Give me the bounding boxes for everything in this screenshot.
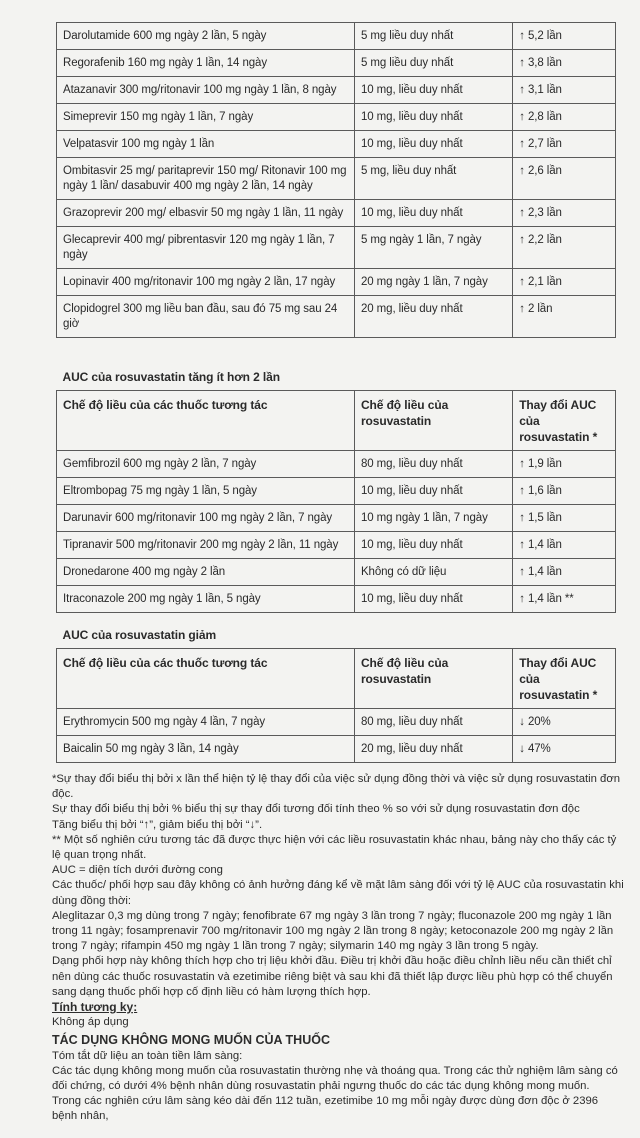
paragraph-adverse-mild: Các tác dụng không mong muốn của rosuvastatin thường nhẹ và thoáng qua. Trong các thử nghiệm lâm sàng có đối chứng, có dưới 4% bệnh nhân dùng rosuvastatin phải ngưng thuốc do các tác dụng không mong muốn. xyxy=(52,1064,618,1093)
interaction-table-top xyxy=(56,22,616,338)
drug-cell: Dronedarone 400 mg ngày 2 lần xyxy=(57,559,355,586)
table-row xyxy=(57,227,616,269)
drug-cell: Regorafenib 160 mg ngày 1 lần, 14 ngày xyxy=(57,50,355,77)
auc-change-cell: ↑ 1,9 lần xyxy=(513,451,616,478)
table-row xyxy=(57,50,616,77)
paragraph-clinical-studies: Trong các nghiên cứu lâm sàng kéo dài đến 112 tuần, ezetimibe 10 mg mỗi ngày được dùng đơn độc ở 2396 bệnh nhân, xyxy=(52,1095,599,1123)
section-title: AUC của rosuvastatin giảm xyxy=(57,622,616,649)
rosuvastatin-dose-cell: 5 mg ngày 1 lần, 7 ngày xyxy=(354,227,512,269)
auc-change-cell: ↑ 1,5 lần xyxy=(513,505,616,532)
auc-change-cell: ↑ 1,4 lần xyxy=(513,532,616,559)
footnote-fold-change: *Sự thay đổi biểu thị bởi x lần thể hiện tỷ lệ thay đổi của việc sử dụng đồng thời và việc sử dụng rosuvastatin đơn độc. xyxy=(52,773,621,801)
auc-change-cell: ↑ 2,2 lần xyxy=(513,227,616,269)
rosuvastatin-dose-cell: 10 mg, liều duy nhất xyxy=(354,586,512,613)
auc-change-cell: ↑ 2,8 lần xyxy=(513,104,616,131)
table-row xyxy=(57,532,616,559)
table-row xyxy=(57,505,616,532)
drug-cell: Clopidogrel 300 mg liều ban đầu, sau đó 75 mg sau 24 giờ xyxy=(57,296,355,338)
auc-change-cell: ↑ 2,7 lần xyxy=(513,131,616,158)
drug-cell: Eltrombopag 75 mg ngày 1 lần, 5 ngày xyxy=(57,478,355,505)
table-row xyxy=(57,158,616,200)
table-row xyxy=(57,77,616,104)
drug-cell: Itraconazole 200 mg ngày 1 lần, 5 ngày xyxy=(57,586,355,613)
table-row xyxy=(57,586,616,613)
table-row xyxy=(57,736,616,763)
heading-adverse-effects: TÁC DỤNG KHÔNG MONG MUỐN CỦA THUỐC xyxy=(52,1033,330,1048)
drug-cell: Glecaprevir 400 mg/ pibrentasvir 120 mg ngày 1 lần, 7 ngày xyxy=(57,227,355,269)
auc-change-cell: ↓ 47% xyxy=(513,736,616,763)
header-rosu: Chế độ liều của rosuvastatin xyxy=(354,391,512,451)
drug-cell: Lopinavir 400 mg/ritonavir 100 mg ngày 2 lần, 17 ngày xyxy=(57,269,355,296)
rosuvastatin-dose-cell: 10 mg, liều duy nhất xyxy=(354,104,512,131)
incompatibility-text: Không áp dụng xyxy=(52,1016,129,1029)
rosuvastatin-dose-cell: Không có dữ liệu xyxy=(354,559,512,586)
auc-change-cell: ↑ 3,8 lần xyxy=(513,50,616,77)
drug-cell: Atazanavir 300 mg/ritonavir 100 mg ngày 1 lần, 8 ngày xyxy=(57,77,355,104)
footnote-auc-definition: AUC = diện tích dưới đường cong xyxy=(52,864,223,877)
rosuvastatin-dose-cell: 10 mg, liều duy nhất xyxy=(354,131,512,158)
drug-cell: Simeprevir 150 mg ngày 1 lần, 7 ngày xyxy=(57,104,355,131)
section-title: AUC của rosuvastatin tăng ít hơn 2 lần xyxy=(57,364,616,391)
drug-cell: Velpatasvir 100 mg ngày 1 lần xyxy=(57,131,355,158)
table-row xyxy=(57,709,616,736)
table-row xyxy=(57,296,616,338)
rosuvastatin-dose-cell: 5 mg liều duy nhất xyxy=(354,50,512,77)
section-title-row xyxy=(57,622,616,649)
rosuvastatin-dose-cell: 5 mg, liều duy nhất xyxy=(354,158,512,200)
paragraph-combination: Dạng phối hợp này không thích hợp cho trị liệu khởi đầu. Điều trị khởi đầu hoặc điều chỉnh liều nếu cần thiết chỉ nên dùng các thuốc rosuvastatin và ezetimibe riêng biệt và sau khi đã thiết lập được liều phù hợp có thể chuyển sang dạng thuốc phối hợp cố định liều có hàm lượng thích hợp. xyxy=(52,955,613,998)
table-row xyxy=(57,104,616,131)
heading-incompatibility: Tính tương kỵ: xyxy=(52,1000,138,1015)
table-row xyxy=(57,559,616,586)
drug-cell: Ombitasvir 25 mg/ paritaprevir 150 mg/ Ritonavir 100 mg ngày 1 lần/ dasabuvir 400 mg ngày 2 lần, 14 ngày xyxy=(57,158,355,200)
rosuvastatin-dose-cell: 10 mg ngày 1 lần, 7 ngày xyxy=(354,505,512,532)
auc-change-cell: ↑ 5,2 lần xyxy=(513,23,616,50)
rosuvastatin-dose-cell: 10 mg, liều duy nhất xyxy=(354,200,512,227)
interaction-table-less-than-2x xyxy=(56,364,616,613)
header-drug: Chế độ liều của các thuốc tương tác xyxy=(57,391,355,451)
interaction-table-decrease xyxy=(56,622,616,763)
auc-change-cell: ↑ 1,4 lần ** xyxy=(513,586,616,613)
table-row xyxy=(57,451,616,478)
drug-cell: Gemfibrozil 600 mg ngày 2 lần, 7 ngày xyxy=(57,451,355,478)
paragraph-drug-list: Aleglitazar 0,3 mg dùng trong 7 ngày; fenofibrate 67 mg ngày 3 lần trong 7 ngày; fluconazole 200 mg ngày 1 lần trong 11 ngày; fosamprenavir 700 mg/ritonavir 100 mg ngày 2 lần trong 8 ngày; ketoconazole 200 mg ngày 2 lần trong 7 ngày; rifampin 450 mg ngày 1 lần trong 7 ngày; silymarin 140 mg ngày 3 lần trong 5 ngày. xyxy=(52,909,614,953)
drug-cell: Darunavir 600 mg/ritonavir 100 mg ngày 2 lần, 7 ngày xyxy=(57,505,355,532)
table-header-row xyxy=(57,391,616,451)
rosuvastatin-dose-cell: 80 mg, liều duy nhất xyxy=(354,709,512,736)
drug-cell: Darolutamide 600 mg ngày 2 lần, 5 ngày xyxy=(57,23,355,50)
footnote-arrows: Tăng biểu thị bởi “↑”, giảm biểu thị bởi “↓”. xyxy=(52,818,263,831)
header-auc: Thay đổi AUC của rosuvastatin * xyxy=(513,391,616,451)
rosuvastatin-dose-cell: 10 mg, liều duy nhất xyxy=(354,532,512,559)
auc-change-cell: ↑ 2 lần xyxy=(513,296,616,338)
drug-cell: Baicalin 50 mg ngày 3 lần, 14 ngày xyxy=(57,736,355,763)
header-auc: Thay đổi AUC của rosuvastatin * xyxy=(513,649,616,709)
auc-change-cell: ↓ 20% xyxy=(513,709,616,736)
rosuvastatin-dose-cell: 20 mg, liều duy nhất xyxy=(354,736,512,763)
drug-cell: Erythromycin 500 mg ngày 4 lần, 7 ngày xyxy=(57,709,355,736)
auc-change-cell: ↑ 2,6 lần xyxy=(513,158,616,200)
table-row xyxy=(57,200,616,227)
rosuvastatin-dose-cell: 20 mg, liều duy nhất xyxy=(354,296,512,338)
paragraph-no-effect: Các thuốc/ phối hợp sau đây không có ảnh hưởng đáng kể về mặt lâm sàng đối với tỷ lệ AUC của rosuvastatin khi dùng đồng thời: xyxy=(52,879,624,907)
auc-change-cell: ↑ 1,6 lần xyxy=(513,478,616,505)
notes-block xyxy=(52,772,624,1125)
drug-cell: Grazoprevir 200 mg/ elbasvir 50 mg ngày 1 lần, 11 ngày xyxy=(57,200,355,227)
table-row xyxy=(57,23,616,50)
footnote-percent-change: Sự thay đổi biểu thị bởi % biểu thị sự thay đổi tương đối tính theo % so với sử dụng rosuvastatin đơn độc xyxy=(52,803,580,816)
rosuvastatin-dose-cell: 10 mg, liều duy nhất xyxy=(354,77,512,104)
auc-change-cell: ↑ 1,4 lần xyxy=(513,559,616,586)
auc-change-cell: ↑ 2,1 lần xyxy=(513,269,616,296)
section-title-row xyxy=(57,364,616,391)
table-row xyxy=(57,131,616,158)
table-row xyxy=(57,478,616,505)
safety-summary-label: Tóm tắt dữ liệu an toàn tiền lâm sàng: xyxy=(52,1049,243,1062)
table-header-row xyxy=(57,649,616,709)
rosuvastatin-dose-cell: 80 mg, liều duy nhất xyxy=(354,451,512,478)
footnote-double-star: ** Một số nghiên cứu tương tác đã được thực hiện với các liều rosuvastatin khác nhau, bảng này cho thấy các tỷ lệ quan trọng nhất. xyxy=(52,833,617,862)
auc-change-cell: ↑ 3,1 lần xyxy=(513,77,616,104)
rosuvastatin-dose-cell: 20 mg ngày 1 lần, 7 ngày xyxy=(354,269,512,296)
auc-change-cell: ↑ 2,3 lần xyxy=(513,200,616,227)
rosuvastatin-dose-cell: 10 mg, liều duy nhất xyxy=(354,478,512,505)
rosuvastatin-dose-cell: 5 mg liều duy nhất xyxy=(354,23,512,50)
header-drug: Chế độ liều của các thuốc tương tác xyxy=(57,649,355,709)
drug-cell: Tipranavir 500 mg/ritonavir 200 mg ngày 2 lần, 11 ngày xyxy=(57,532,355,559)
header-rosu: Chế độ liều của rosuvastatin xyxy=(354,649,512,709)
table-row xyxy=(57,269,616,296)
